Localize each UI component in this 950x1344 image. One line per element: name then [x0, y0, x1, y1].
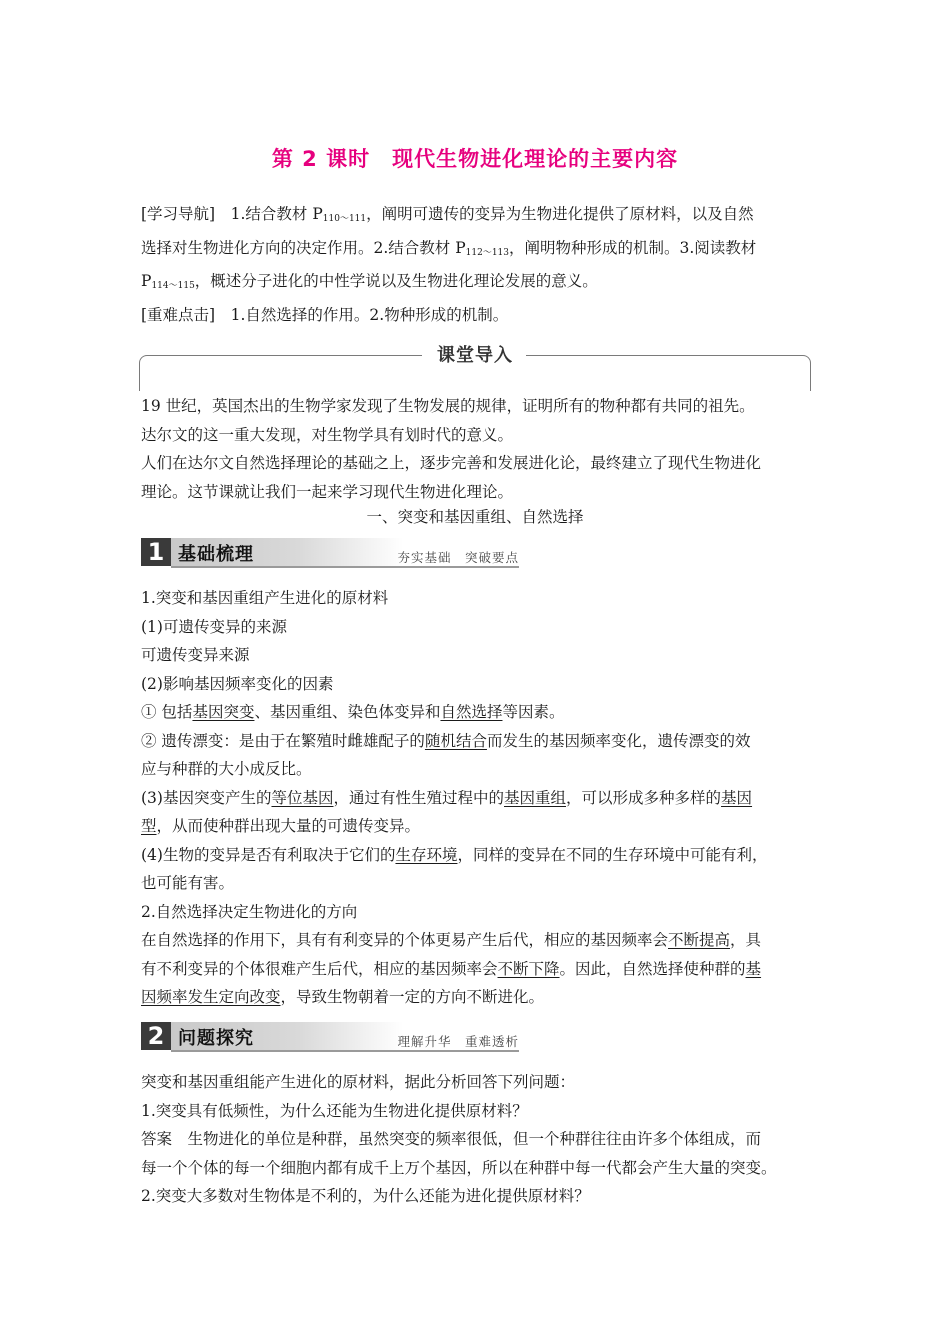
basics-content [141, 584, 813, 1012]
intro-line: 人们在达尔文自然选择理论的基础之上，逐步完善和发展进化论，最终建立了现代生物进化 [141, 454, 762, 472]
text-span: ，可以形成多种多样的 [566, 788, 722, 807]
text-span: ② 遗传漂变：是由于在繁殖时雌雄配子的 [141, 731, 425, 750]
text-span: ① 包括 [141, 703, 193, 721]
keypoints-text: 1.自然选择的作用。2.物种形成的机制。 [230, 305, 509, 324]
section-number-badge: 1 [141, 538, 171, 566]
text-span: (3)基因突变产生的 [141, 788, 272, 807]
page-range: 110～111 [322, 214, 367, 224]
guide-text: ，概述分子进化的中性学说以及生物进化理论发展的意义。 [194, 272, 598, 290]
fill-answer: 不断下降 [497, 959, 560, 978]
fill-answer: 因频率发生定向改变 [141, 988, 281, 1006]
guide-text: ，阐明物种形成的机制。3.阅读教材 [509, 238, 757, 257]
text-span: ，从而使种群出现大量的可遗传变异。 [156, 817, 421, 835]
fill-answer: 基因 [721, 788, 753, 807]
text-line: 突变和基因重组能产生进化的原材料，据此分析回答下列问题： [141, 1073, 576, 1091]
guide-line-3 [141, 267, 813, 301]
text-span: 在自然选择的作用下，具有有利变异的个体更易产生后代，相应的基因频率会 [141, 931, 669, 949]
inquiry-content [141, 1068, 813, 1211]
text-line [141, 841, 813, 870]
section-heading: 一、突变和基因重组、自然选择 [366, 508, 584, 526]
fill-answer: 基因突变 [192, 703, 255, 721]
fill-answer: 自然选择 [440, 703, 503, 721]
page-range: 112～113 [465, 247, 510, 258]
fill-answer: 等位基因 [271, 788, 334, 807]
fill-answer: 基 [745, 959, 762, 978]
text-line: 可遗传变异来源 [141, 646, 250, 664]
text-line: (1)可遗传变异的来源 [141, 617, 287, 636]
text-line: (2)影响基因频率变化的因素 [141, 674, 334, 693]
banner-inquiry [141, 1022, 519, 1052]
guide-text: 1.结合教材 P [230, 205, 323, 223]
text-line [141, 955, 813, 984]
keypoints-label: [重难点击] [141, 305, 216, 324]
fill-answer: 随机结合 [424, 731, 487, 750]
guide-line-2 [141, 234, 813, 268]
fill-answer: 不断提高 [668, 931, 731, 949]
text-span: 。因此，自然选择使种群的 [559, 959, 746, 978]
text-line [141, 784, 813, 813]
intro-line: 达尔文的这一重大发现，对生物学具有划时代的意义。 [141, 425, 514, 444]
fill-answer: 型 [141, 817, 157, 835]
text-span: 等因素。 [502, 703, 565, 721]
banner-title: 基础梳理 [178, 544, 254, 565]
guide-text: 选择对生物进化方向的决定作用。2.结合教材 P [141, 238, 466, 257]
text-line [141, 812, 813, 841]
banner-title: 问题探究 [178, 1028, 254, 1049]
text-span: ，通过有性生殖过程中的 [333, 788, 504, 807]
text-line: 应与种群的大小成反比。 [141, 760, 312, 778]
text-span: 而发生的基因频率变化，遗传漂变的效 [486, 731, 751, 750]
intro-text [141, 392, 813, 506]
question-line: 2.突变大多数对生物体是不利的，为什么还能为进化提供原材料？ [141, 1187, 590, 1205]
intro-label: 课堂导入 [437, 345, 513, 366]
answer-line: 答案 生物进化的单位是种群，虽然突变的频率很低，但一个种群往往由许多个体组成，而 [141, 1130, 762, 1148]
text-line [141, 727, 813, 756]
text-span: ，同样的变异在不同的生存环境中可能有利， [457, 845, 768, 864]
page-range: 114～115 [151, 281, 195, 291]
banner-tagline: 夯实基础 突破要点 [397, 550, 519, 565]
text-span: ，具 [730, 931, 762, 949]
banner-underline [171, 566, 519, 568]
guide-label: [学习导航] [141, 205, 216, 223]
lesson-title: 第 2 课时 现代生物进化理论的主要内容 [271, 147, 679, 171]
text-span: 有不利变异的个体很难产生后代，相应的基因频率会 [141, 959, 498, 978]
text-line: 也可能有害。 [141, 874, 235, 892]
question-line: 1.突变具有低频性，为什么还能为生物进化提供原材料？ [141, 1101, 528, 1120]
intro-line: 理论。这节课就让我们一起来学习现代生物进化理论。 [141, 482, 514, 501]
learning-guide [141, 200, 813, 329]
fill-answer: 生存环境 [395, 845, 458, 864]
guide-line-1 [141, 200, 813, 234]
text-line [141, 926, 813, 955]
text-span: ，导致生物朝着一定的方向不断进化。 [280, 988, 545, 1006]
banner-tagline: 理解升华 重难透析 [397, 1034, 519, 1049]
text-line: 2.自然选择决定生物进化的方向 [141, 902, 358, 921]
section-number-badge: 2 [141, 1022, 171, 1050]
text-span: (4)生物的变异是否有利取决于它们的 [141, 845, 396, 864]
text-line [141, 983, 813, 1012]
intro-frame [139, 340, 811, 390]
answer-line: 每一个个体的每一个细胞内都有成千上万个基因，所以在种群中每一代都会产生大量的突变。 [141, 1158, 777, 1177]
banner-basics [141, 538, 519, 568]
text-line: 1.突变和基因重组产生进化的原材料 [141, 589, 389, 607]
guide-text: ，阐明可遗传的变异为生物进化提供了原材料，以及自然 [366, 205, 754, 223]
fill-answer: 基因重组 [504, 788, 567, 807]
keypoints-line [141, 301, 813, 330]
guide-text: P [141, 272, 152, 290]
text-span: 、基因重组、染色体变异和 [254, 703, 441, 721]
text-line [141, 698, 813, 727]
intro-line: 19 世纪，英国杰出的生物学家发现了生物发展的规律，证明所有的物种都有共同的祖先。 [141, 397, 755, 415]
banner-underline [171, 1050, 519, 1052]
